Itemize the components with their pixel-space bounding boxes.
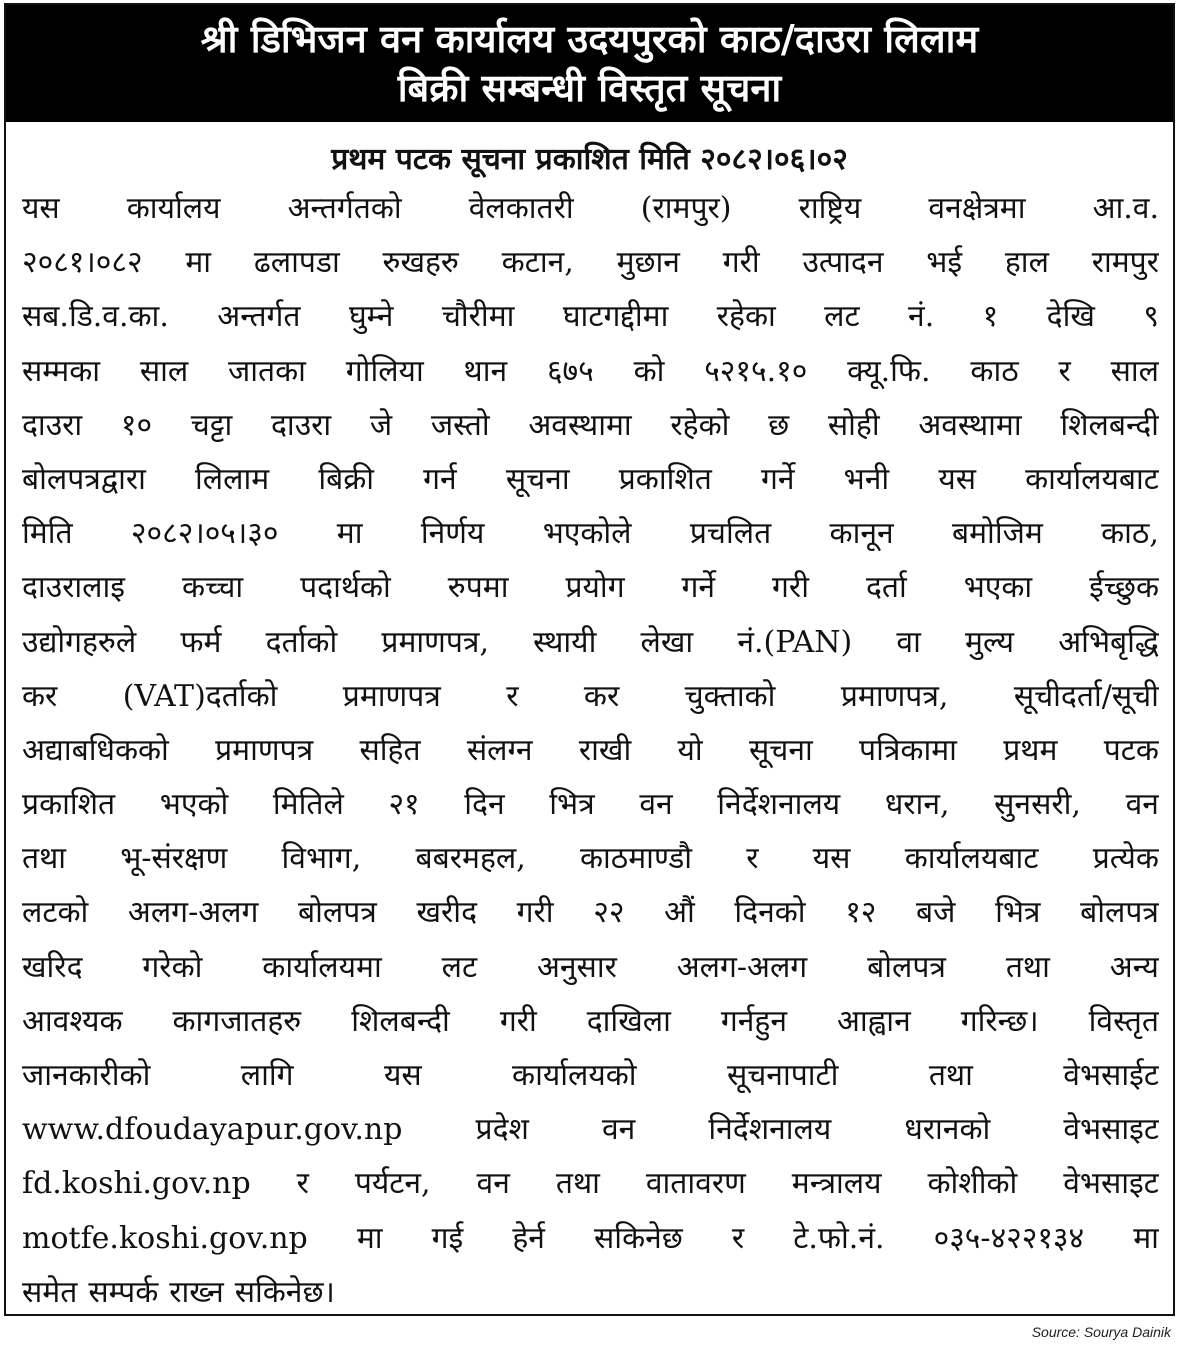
body-word: सकिनेछ: [594, 1220, 683, 1256]
body-word: प्रमाणपत्र,: [381, 624, 489, 660]
body-word: २०८२।०५।३०: [130, 516, 279, 552]
body-word: अन्य: [1109, 949, 1159, 985]
body-line: [22, 1103, 1159, 1157]
body-word: आवश्यक: [22, 1003, 123, 1039]
body-word: वन: [601, 1112, 636, 1148]
body-word: दाखिला: [586, 1003, 671, 1039]
body-word: अलग-अलग: [127, 895, 259, 931]
body-word: साल: [139, 353, 189, 389]
body-word: भएका: [963, 570, 1033, 606]
body-word: (VAT)दर्ताको: [122, 678, 278, 714]
body-word: वन: [476, 1166, 510, 1202]
body-line: [22, 1157, 1159, 1211]
body-word: अनुसार: [536, 949, 617, 985]
body-word: प्रमाणपत्र: [342, 678, 441, 714]
body-word: मिति: [22, 516, 73, 552]
body-word: निर्णय: [420, 516, 485, 552]
body-word: वा: [896, 624, 921, 660]
body-line: [22, 345, 1159, 399]
body-word: www.dfoudayapur.gov.np: [22, 1112, 403, 1148]
publish-date-notice: प्रथम पटक सूचना प्रकाशित मिति २०८२।०६।०२: [331, 142, 848, 177]
body-word: यो: [677, 732, 703, 768]
body-word: बजे: [916, 895, 956, 931]
body-word: गरी: [499, 1003, 537, 1039]
body-word: अद्याबधिकको: [22, 732, 169, 768]
body-word: स्थायी: [533, 624, 597, 660]
body-word: नं.(PAN): [737, 624, 853, 660]
body-word: वेभसाइट: [1063, 1166, 1159, 1202]
body-word: २१: [388, 787, 420, 823]
body-word: रुखहरु: [382, 245, 459, 281]
body-word: सूचनापाटी: [726, 1058, 839, 1093]
body-word: घाटगद्दीमा: [562, 299, 669, 335]
body-word: अन्तर्गतको: [287, 191, 402, 226]
body-word: निर्देशनालय: [708, 1112, 832, 1148]
notice-box: [4, 3, 1175, 1316]
body-word: पर्यटन,: [354, 1166, 431, 1202]
body-word: बिक्री: [318, 461, 375, 497]
body-line: [22, 561, 1159, 615]
body-word: रहेको: [670, 407, 730, 443]
body-word: मितिले: [272, 787, 344, 823]
body-word: र: [731, 1220, 745, 1256]
body-word: संलग्न: [466, 732, 533, 768]
body-word: प्रथम: [1003, 732, 1058, 768]
body-word: सब.डि.व.का.: [22, 299, 169, 335]
body-word: गर्ने: [761, 461, 795, 497]
body-word: कार्यालय: [126, 191, 221, 226]
body-word: थान: [463, 353, 508, 389]
body-word: प्रकाशित: [618, 461, 712, 497]
body-word: दिन: [464, 787, 505, 823]
body-line: [22, 182, 1159, 236]
body-word: मन्त्रालय: [791, 1166, 882, 1202]
body-word: दाउरा: [271, 407, 332, 443]
body-word: समेत: [22, 1274, 78, 1310]
body-word: गरी: [722, 245, 760, 281]
body-word: रहेका: [716, 299, 776, 335]
body-word: जातका: [228, 353, 306, 389]
body-word: धरान,: [884, 787, 950, 823]
body-word: गरेको: [142, 949, 203, 985]
body-line: [22, 507, 1159, 561]
body-word: उद्योगहरुले: [22, 624, 137, 660]
body-line: [22, 1049, 1159, 1103]
body-word: १: [982, 299, 999, 335]
body-word: काठ: [970, 353, 1019, 389]
body-word: र: [296, 1166, 309, 1202]
body-word: प्रमाणपत्र: [215, 732, 314, 768]
body-word: सम्पर्क: [88, 1274, 159, 1310]
body-word: ९: [1143, 299, 1159, 335]
body-word: हाल: [1004, 245, 1049, 281]
body-word: को: [633, 353, 665, 389]
body-word: सूचीदर्ता/सूची: [1013, 678, 1159, 714]
body-word: र: [1058, 353, 1071, 389]
body-word: औं: [664, 895, 695, 931]
body-word: यस: [22, 191, 60, 226]
body-word: तथा: [928, 1058, 973, 1093]
body-word: गर्न: [423, 461, 457, 497]
body-word: जे: [369, 407, 393, 443]
body-word: काठमाण्डौ: [580, 841, 693, 877]
body-word: कर: [583, 678, 620, 714]
body-word: यस: [383, 1058, 422, 1093]
body-line: [22, 399, 1159, 453]
body-word: उत्पादन: [802, 245, 884, 281]
body-word: र: [506, 678, 519, 714]
notice-title-line-2: बिक्री सम्बन्धी विस्तृत सूचना: [397, 66, 782, 110]
body-word: कटान,: [501, 245, 574, 281]
body-word: जानकारीको: [22, 1058, 151, 1093]
body-word: अन्तर्गत: [217, 299, 301, 335]
body-word: वेलकातरी: [468, 191, 574, 226]
body-line: [22, 616, 1159, 670]
body-word: प्रत्येक: [1092, 841, 1159, 877]
body-word: ०३५-४२२१३४: [933, 1220, 1085, 1256]
body-word: फर्म: [180, 624, 222, 660]
body-word: भई: [926, 245, 963, 281]
body-word: गोलिया: [345, 353, 424, 389]
body-word: अवस्थामा: [918, 407, 1022, 443]
body-word: रुपमा: [447, 570, 509, 606]
body-line: [22, 832, 1159, 886]
body-word: वातावरण: [645, 1166, 746, 1202]
body-word: बोलपत्रद्वारा: [22, 461, 146, 497]
body-word: विस्तृत: [1088, 1003, 1159, 1039]
body-word: बोलपत्र: [298, 895, 377, 931]
body-word: राखी: [578, 732, 632, 768]
body-word: नं.: [908, 299, 935, 335]
body-word: सकिनेछ।: [234, 1274, 335, 1310]
body-word: आ.व.: [1092, 191, 1159, 226]
body-word: गरी: [772, 570, 809, 606]
body-word: गर्नहुन: [720, 1003, 787, 1039]
body-word: काठ,: [1101, 516, 1159, 552]
notice-header: [6, 5, 1173, 122]
body-word: गरिन्छ।: [960, 1003, 1039, 1039]
body-word: लागि: [240, 1058, 294, 1093]
body-word: सूचना: [505, 461, 570, 497]
body-word: motfe.koshi.gov.np: [22, 1220, 308, 1256]
body-word: कार्यालयबाट: [904, 841, 1039, 877]
body-word: बमोजिम: [951, 516, 1043, 552]
body-word: कार्यालयको: [512, 1058, 637, 1093]
body-word: घुम्ने: [348, 299, 394, 335]
body-line: [22, 724, 1159, 778]
body-word: प्रकाशित: [22, 787, 116, 823]
notice-body: [22, 182, 1159, 1320]
body-word: रामपुर: [1091, 245, 1159, 281]
body-word: भनी: [843, 461, 890, 497]
body-word: धरानको: [904, 1112, 991, 1148]
body-word: खरीद: [416, 895, 477, 931]
body-word: दर्ताको: [265, 624, 338, 660]
body-word: राष्ट्रिय: [798, 191, 862, 226]
body-word: सूचना: [748, 732, 813, 768]
body-word: बोलपत्र: [1080, 895, 1159, 931]
body-word: तथा: [555, 1166, 600, 1202]
body-word: सुनसरी,: [994, 787, 1081, 823]
body-line: [22, 453, 1159, 507]
body-word: कोशीको: [927, 1166, 1018, 1202]
body-word: अलग-अलग: [676, 949, 808, 985]
body-word: सहित: [359, 732, 421, 768]
body-word: भित्र: [549, 787, 595, 823]
body-word: १२: [845, 895, 877, 931]
body-word: वेभसाइट: [1063, 1112, 1159, 1148]
body-word: २२: [593, 895, 625, 931]
body-word: (रामपुर): [640, 191, 732, 226]
body-word: लट: [441, 949, 478, 985]
body-line: [22, 778, 1159, 832]
body-word: देखि: [1046, 299, 1095, 335]
body-word: साल: [1110, 353, 1159, 389]
body-word: भू-संरक्षण: [120, 841, 228, 877]
body-word: तथा: [1005, 949, 1050, 985]
body-word: गई: [431, 1220, 464, 1256]
body-word: लेखा: [640, 624, 694, 660]
body-word: कर: [22, 678, 58, 714]
body-word: ५२१५.१०: [704, 353, 808, 389]
body-word: यस: [812, 841, 851, 877]
body-word: यस: [938, 461, 976, 497]
body-word: दाउरालाइ: [22, 570, 126, 606]
body-word: लिलाम: [195, 461, 270, 497]
body-word: आह्वान: [836, 1003, 911, 1039]
body-word: ६७५: [546, 353, 594, 389]
body-word: अवस्थामा: [528, 407, 632, 443]
body-word: ढलापडा: [253, 245, 340, 281]
body-word: चट्टा: [190, 407, 233, 443]
body-word: वनक्षेत्रमा: [928, 191, 1026, 226]
body-word: सोही: [827, 407, 880, 443]
body-word: चुक्ताको: [684, 678, 776, 714]
body-word: गर्ने: [681, 570, 716, 606]
body-word: मा: [1133, 1220, 1159, 1256]
body-word: भएको: [159, 787, 229, 823]
body-word: १०: [120, 407, 153, 443]
body-word: सम्मका: [22, 353, 100, 389]
body-word: चौरीमा: [441, 299, 515, 335]
body-word: भएकोले: [542, 516, 632, 552]
body-word: निर्देशनालय: [717, 787, 841, 823]
body-word: प्रचलित: [689, 516, 772, 552]
body-word: कार्यालयबाट: [1025, 461, 1159, 497]
body-word: टे.फो.नं.: [793, 1220, 885, 1256]
body-word: ईच्छुक: [1089, 570, 1159, 606]
body-word: वेभसाईट: [1063, 1058, 1159, 1093]
body-word: पत्रिकामा: [859, 732, 957, 768]
body-word: दर्ता: [865, 570, 907, 606]
body-word: कागजातहरु: [172, 1003, 302, 1039]
body-word: दिनको: [734, 895, 806, 931]
body-word: जस्तो: [430, 407, 490, 443]
body-line: [22, 290, 1159, 344]
body-word: छ: [768, 407, 790, 443]
body-line: [22, 941, 1159, 995]
body-word: लट: [824, 299, 860, 335]
body-word: कानून: [829, 516, 894, 552]
body-word: प्रमाणपत्र,: [840, 678, 949, 714]
body-line: [22, 236, 1159, 290]
body-line: [22, 995, 1159, 1049]
body-word: भित्र: [995, 895, 1041, 931]
body-word: लटको: [22, 895, 89, 931]
body-word: मा: [356, 1220, 383, 1256]
body-word: पदार्थको: [300, 570, 391, 606]
body-word: अभिबृद्धि: [1058, 624, 1159, 660]
body-word: कार्यालयमा: [262, 949, 382, 985]
body-word: कच्चा: [181, 570, 244, 606]
body-word: मुछान: [616, 245, 680, 281]
body-word: क्यू.फि.: [847, 353, 931, 389]
body-line: [22, 1266, 1159, 1320]
body-word: खरिद: [22, 949, 83, 985]
notice-title-line-1: श्री डिभिजन वन कार्यालय उदयपुरको काठ/दाउरा लिलाम: [200, 17, 979, 61]
body-word: वन: [639, 787, 673, 823]
body-word: राख्न: [169, 1274, 224, 1310]
body-word: शिलबन्दी: [1060, 407, 1159, 443]
body-line: [22, 670, 1159, 724]
body-word: प्रयोग: [565, 570, 625, 606]
body-word: मुल्य: [965, 624, 1015, 660]
body-word: fd.koshi.gov.np: [22, 1166, 251, 1202]
body-word: दाउरा: [22, 407, 83, 443]
body-word: बोलपत्र: [867, 949, 946, 985]
body-word: र: [746, 841, 759, 877]
source-credit: Source: Sourya Dainik: [1031, 1324, 1171, 1340]
body-word: २०८१।०८२: [22, 245, 143, 281]
body-word: मा: [336, 516, 363, 552]
body-word: विभाग,: [281, 841, 362, 877]
body-word: शिलबन्दी: [351, 1003, 450, 1039]
body-word: तथा: [22, 841, 67, 877]
body-word: गरी: [516, 895, 554, 931]
body-word: बबरमहल,: [415, 841, 526, 877]
body-line: [22, 1212, 1159, 1266]
body-word: प्रदेश: [475, 1112, 529, 1148]
body-word: हेर्न: [512, 1220, 545, 1256]
body-word: मा: [185, 245, 212, 281]
body-line: [22, 886, 1159, 940]
body-word: पटक: [1103, 732, 1159, 768]
body-word: वन: [1125, 787, 1159, 823]
